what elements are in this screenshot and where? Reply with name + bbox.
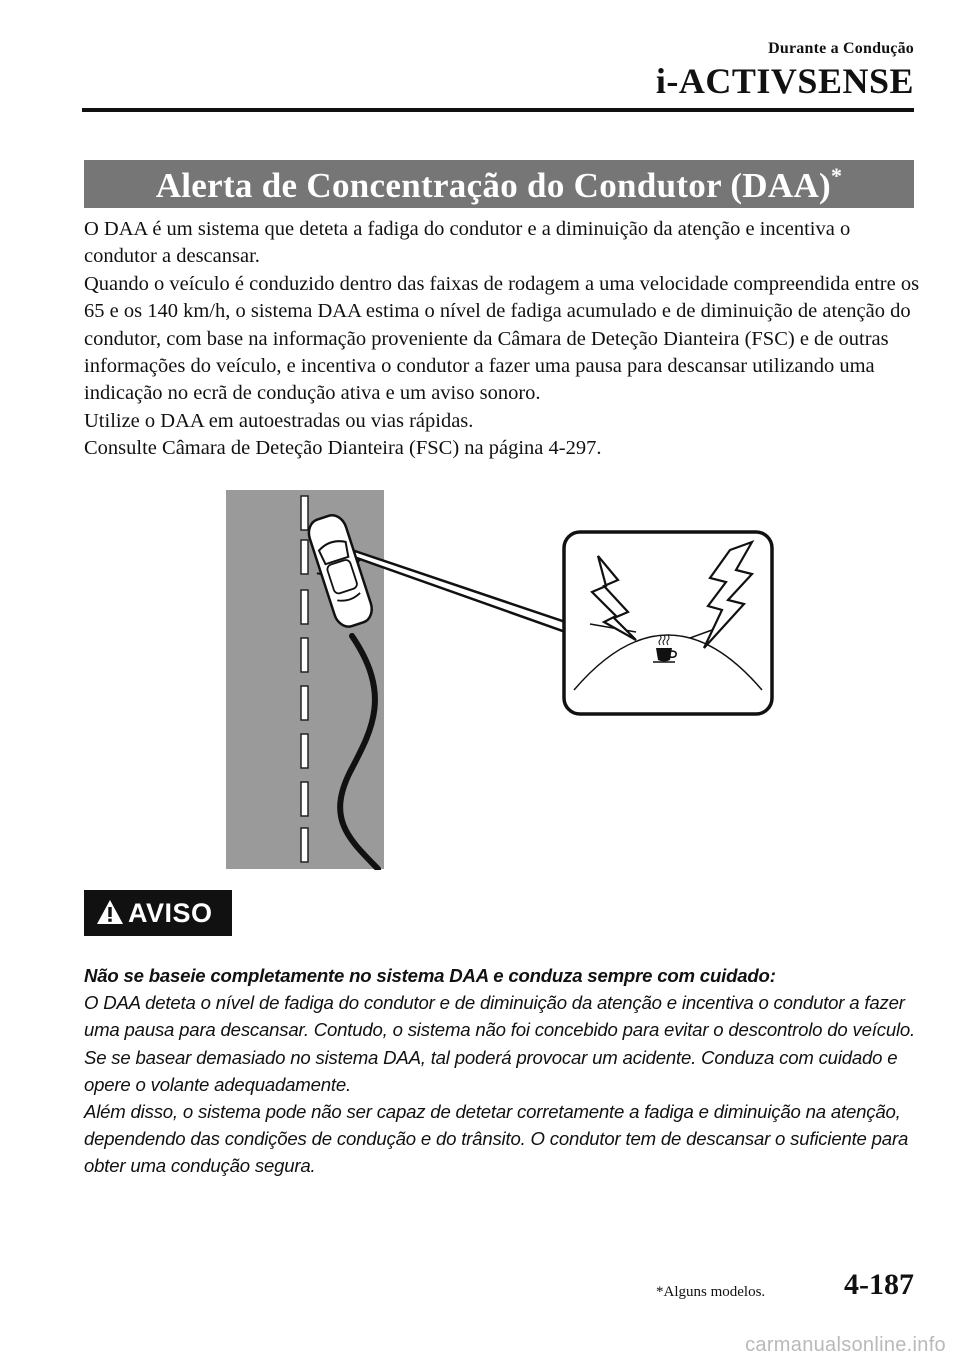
daa-illustration-svg: [0, 490, 960, 870]
header-chapter: Durante a Condução: [768, 40, 914, 57]
warning-triangle-icon: [96, 898, 124, 926]
paragraph: Consulte Câmara de Deteção Dianteira (FSC) na página 4-297.: [84, 437, 602, 460]
header-section-title: i-ACTIVSENSE: [655, 61, 914, 101]
header-rule: [82, 108, 914, 112]
warning-heading: Não se baseie completamente no sistema DAA e conduza sempre com cuidado:: [84, 965, 776, 986]
warning-paragraph: O DAA deteta o nível de fadiga do condutor e de diminuição da atenção e incentiva o condutor a fazer uma pausa para descansar. Contudo, o sistema não foi concebido para evitar o descontrolo do veículo. Se se basear demasiado no sistema DAA, tal poderá provocar um acidente. Conduza com cuidado e opere o volante adequadamente.: [84, 992, 916, 1095]
warning-label: AVISO: [128, 898, 213, 928]
page-number: 4-187: [844, 1268, 914, 1301]
warning-paragraph: Além disso, o sistema pode não ser capaz de detetar corretamente a fadiga e diminuição na atenção, dependendo das condições de condução e do trânsito. O condutor tem de descansar o suficiente para obter uma condução segura.: [84, 1101, 909, 1177]
section-title-footnote-mark: *: [831, 163, 843, 188]
section-title: Alerta de Concentração do Condutor (DAA): [155, 166, 831, 205]
daa-illustration: [0, 490, 960, 870]
paragraph: O DAA é um sistema que deteta a fadiga do condutor e a diminuição da atenção e incentiva o condutor a descansar.: [84, 218, 851, 268]
paragraph: Quando o veículo é conduzido dentro das faixas de rodagem a uma velocidade compreendida entre os 65 e os 140 km/h, o sistema DAA estima o nível de fadiga acumulado e de diminuição de atenção do condutor, com base na informação proveniente da Câmara de Deteção Dianteira (FSC) e de outras informações do veículo, e incentiva o condutor a fazer uma pausa para descansar utilizando uma indicação no ecrã de condução ativa e um aviso sonoro.: [84, 272, 920, 405]
body-text: [84, 216, 924, 463]
warning-text: [84, 962, 924, 1180]
watermark: carmanualsonline.info: [745, 1334, 946, 1356]
warning-badge: [84, 890, 232, 936]
section-title-bar: [84, 160, 914, 208]
paragraph: Utilize o DAA em autoestradas ou vias rápidas.: [84, 409, 474, 432]
footnote: *Alguns modelos.: [656, 1284, 766, 1300]
